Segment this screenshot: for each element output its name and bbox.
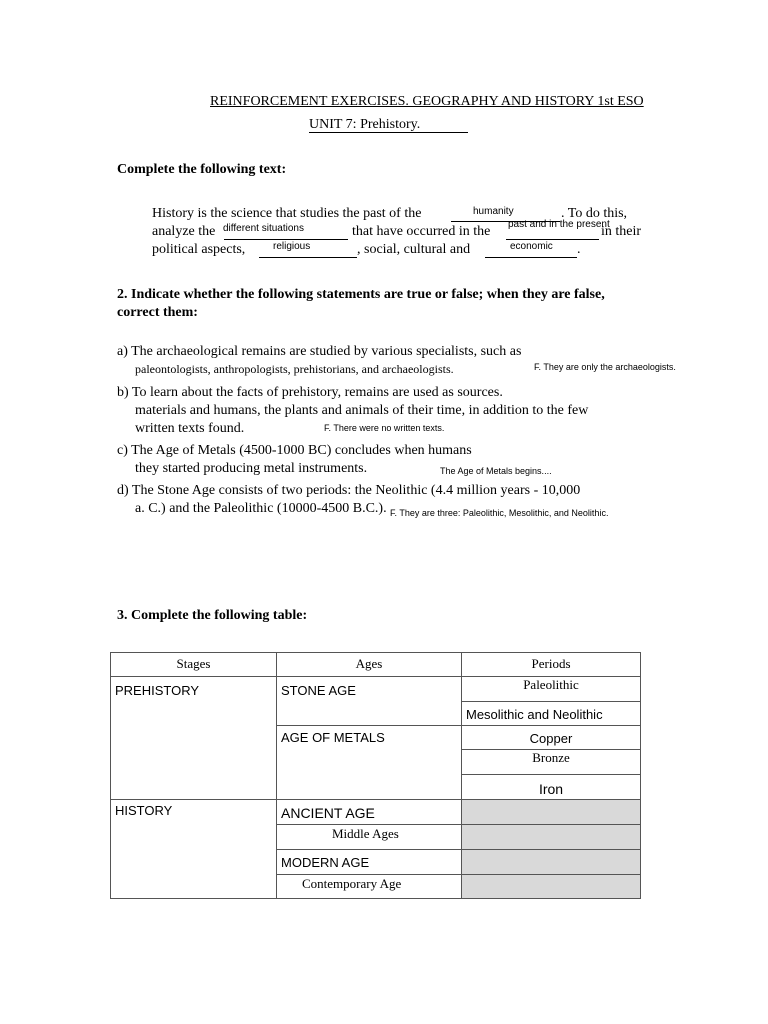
- cell-prehistory: [110, 676, 277, 800]
- section2-heading-line2: correct them:: [117, 305, 198, 320]
- cell-iron: [461, 774, 641, 800]
- unit-title: [309, 117, 420, 133]
- cell-contemporary-age: [276, 874, 462, 899]
- text-line3-post: .: [577, 242, 581, 257]
- cell-prehistory-text: PREHISTORY: [115, 683, 200, 698]
- answer-past-present: past and in the present: [508, 219, 610, 230]
- worksheet-title: [210, 94, 644, 110]
- table-header-ages: [276, 652, 462, 677]
- worksheet-title-text: REINFORCEMENT EXERCISES. GEOGRAPHY AND HISTORY 1st ESO: [210, 94, 644, 109]
- cell-modern-age-text: MODERN AGE: [281, 855, 370, 870]
- text-line1-post: . To do this,: [561, 206, 628, 221]
- table-header-periods-text: Periods: [531, 656, 571, 671]
- section1-heading: Complete the following text:: [117, 162, 287, 177]
- cell-ancient-period[interactable]: [461, 799, 641, 825]
- cell-history: [110, 799, 277, 899]
- periods-table: [110, 652, 641, 899]
- statement-b-note: F. There were no written texts.: [324, 423, 445, 433]
- cell-copper: [461, 725, 641, 750]
- text-line2-mid: that have occurred in the: [352, 224, 491, 239]
- cell-ancient-age: [276, 799, 462, 825]
- table-header-ages-text: Ages: [355, 656, 383, 671]
- cell-ancient-age-text: ANCIENT AGE: [281, 805, 375, 821]
- text-line2-post: in their: [601, 224, 642, 239]
- statement-d-note: F. They are three: Paleolithic, Mesolithic, and Neolithic.: [390, 508, 609, 518]
- cell-modern-period[interactable]: [461, 849, 641, 875]
- answer-humanity: humanity: [473, 206, 514, 217]
- table-header-periods: [461, 652, 641, 677]
- statement-c-note: The Age of Metals begins....: [440, 466, 552, 476]
- cell-paleolithic: [461, 676, 641, 702]
- cell-history-text: HISTORY: [115, 803, 173, 818]
- cell-middle-period[interactable]: [461, 824, 641, 850]
- cell-bronze: [461, 749, 641, 775]
- statement-c-line1: c) The Age of Metals (4500-1000 BC) concludes when humans: [117, 443, 472, 458]
- table-header-stages: [110, 652, 277, 677]
- text-line3-pre: political aspects,: [152, 242, 246, 257]
- statement-b-line1: b) To learn about the facts of prehistory, remains are used as sources.: [117, 385, 503, 400]
- section3-heading: 3. Complete the following table:: [117, 608, 308, 623]
- cell-iron-text: Iron: [538, 781, 564, 797]
- cell-age-of-metals: [276, 725, 462, 800]
- cell-meso-neo-text: Mesolithic and Neolithic: [466, 707, 603, 722]
- statement-c-line2: they started producing metal instruments.: [135, 461, 368, 476]
- statement-b-line3: written texts found.: [135, 421, 245, 436]
- cell-paleolithic-text: Paleolithic: [523, 677, 579, 692]
- cell-stone-age: [276, 676, 462, 726]
- cell-copper-text: Copper: [529, 731, 573, 746]
- cell-age-of-metals-text: AGE OF METALS: [281, 730, 385, 745]
- statement-a-note: F. They are only the archaeologists.: [534, 362, 676, 372]
- answer-situations: different situations: [223, 223, 304, 234]
- statement-d-line1: d) The Stone Age consists of two periods: the Neolithic (4.4 million years - 10,000: [117, 483, 581, 498]
- unit-title-underline: [309, 132, 468, 133]
- answer-economic: economic: [510, 241, 553, 252]
- blank-past-present[interactable]: [506, 239, 599, 240]
- blank-religious[interactable]: [259, 257, 357, 258]
- cell-middle-ages-text: Middle Ages: [332, 826, 399, 841]
- cell-modern-age: [276, 849, 462, 875]
- text-line1-pre: History is the science that studies the past of the: [152, 206, 422, 221]
- cell-middle-ages: [276, 824, 462, 850]
- statement-b-line2: materials and humans, the plants and animals of their time, in addition to the few: [135, 403, 589, 418]
- cell-meso-neo: [461, 701, 641, 726]
- statement-a-line2: paleontologists, anthropologists, prehistorians, and archaeologists.: [135, 362, 454, 376]
- cell-bronze-text: Bronze: [532, 750, 570, 765]
- cell-stone-age-text: STONE AGE: [281, 683, 356, 698]
- statement-a-line1: a) The archaeological remains are studied by various specialists, such as: [117, 344, 522, 359]
- cell-contemporary-age-text: Contemporary Age: [302, 876, 402, 891]
- table-header-stages-text: Stages: [176, 656, 211, 671]
- statement-d-line2: a. C.) and the Paleolithic (10000-4500 B.C.).: [135, 501, 387, 516]
- text-line3-mid: , social, cultural and: [357, 242, 471, 257]
- cell-contemporary-period[interactable]: [461, 874, 641, 899]
- blank-economic[interactable]: [485, 257, 577, 258]
- answer-religious: religious: [273, 241, 311, 252]
- unit-title-text: UNIT 7: Prehistory.: [309, 117, 421, 132]
- section2-heading-line1: 2. Indicate whether the following statements are true or false; when they are false,: [117, 287, 605, 302]
- text-line2-pre: analyze the: [152, 224, 216, 239]
- blank-situations[interactable]: [224, 239, 348, 240]
